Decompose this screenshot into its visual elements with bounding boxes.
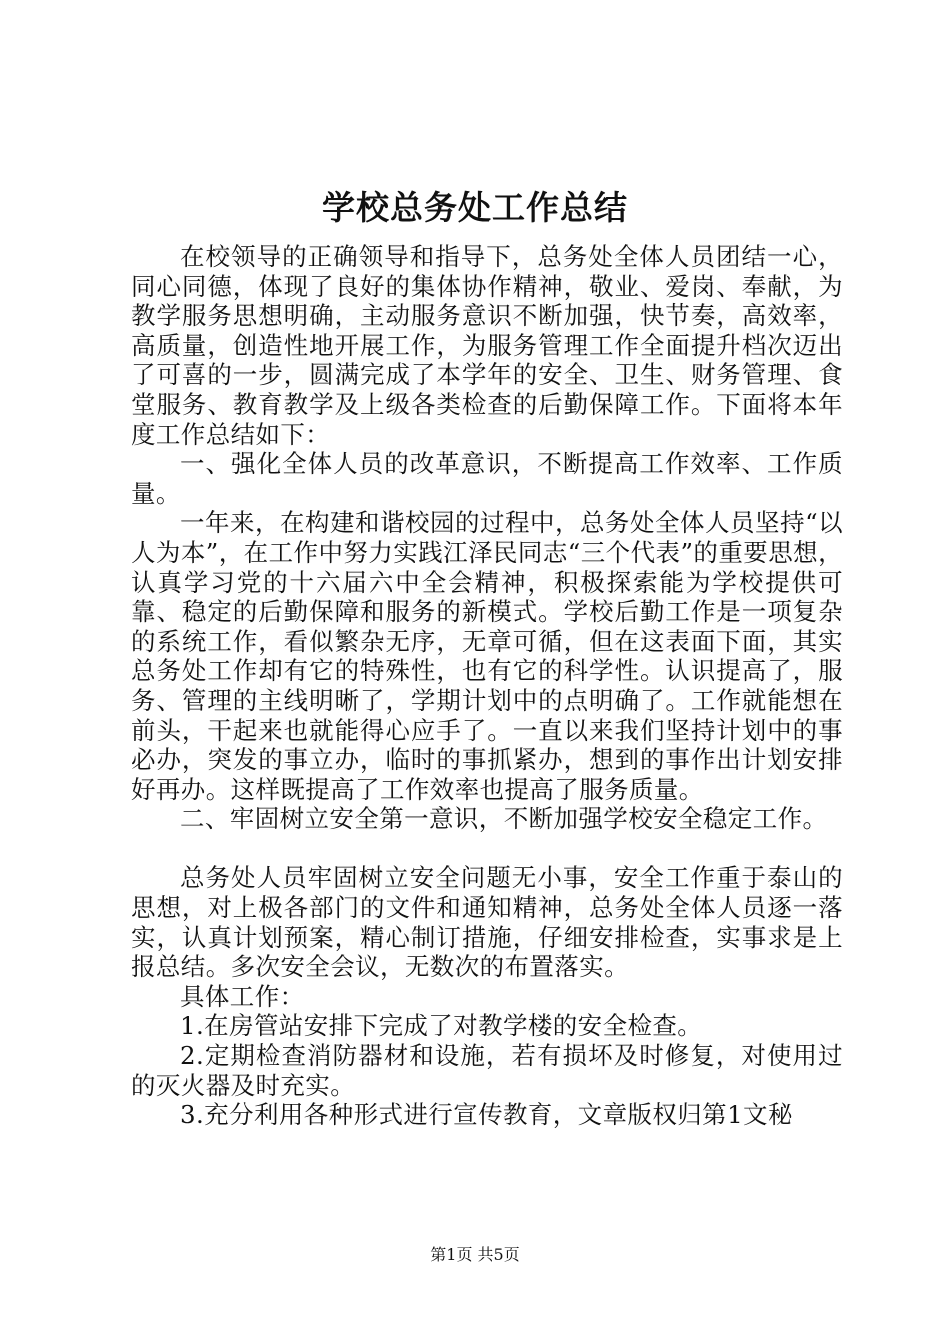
document-title: 学校总务处工作总结: [322, 188, 628, 227]
list-item: 3.充分利用各种形式进行宣传教育，文章版权归第1文秘: [180, 1100, 793, 1130]
paragraph-section-2: 总务处人员牢固树立安全问题无小事，安全工作重于泰山的思想，对上极各部门的文件和通知精神，总务处全体人员逐一落实，认真计划预案，精心制订措施，仔细安排检查，实事求是上报总结。多次安全会议，无数次的布置落实。: [131, 863, 843, 982]
page-footer: 第1页 共5页: [430, 1245, 520, 1264]
document-body: [131, 242, 843, 1130]
list-item: 2.定期检查消防器材和设施，若有损坏及时修复，对使用过的灭火器及时充实。: [131, 1041, 843, 1100]
list-item: 1.在房管站安排下完成了对教学楼的安全检查。: [180, 1011, 703, 1041]
specific-work-label: 具体工作：: [180, 981, 305, 1011]
paragraph-section-1: 一年来，在构建和谐校园的过程中，总务处全体人员坚持“以人为本”，在工作中努力实践江泽民同志“三个代表”的重要思想，认真学习党的十六届六中全会精神，积极探索能为学校提供可靠、稳定的后勤保障和服务的新模式。学校后勤工作是一项复杂的系统工作，看似繁杂无序，无章可循，但在这表面下面，其实总务处工作却有它的特殊性，也有它的科学性。认识提高了，服务、管理的主线明晰了，学期计划中的点明确了。工作就能想在前头，干起来也就能得心应手了。一直以来我们坚持计划中的事必办，突发的事立办，临时的事抓紧办，想到的事作出计划安排好再办。这样既提高了工作效率也提高了服务质量。: [131, 508, 843, 804]
section-heading-1: 一、强化全体人员的改革意识，不断提高工作效率、工作质量。: [131, 449, 843, 508]
section-heading-2: 二、牢固树立安全第一意识，不断加强学校安全稳定工作。: [180, 804, 828, 834]
paragraph-intro: 在校领导的正确领导和指导下，总务处全体人员团结一心，同心同德，体现了良好的集体协作精神，敬业、爱岗、奉献，为教学服务思想明确，主动服务意识不断加强，快节奏，高效率，高质量，创造性地开展工作，为服务管理工作全面提升档次迈出了可喜的一步，圆满完成了本学年的安全、卫生、财务管理、食堂服务、教育教学及上级各类检查的后勤保障工作。下面将本年度工作总结如下：: [131, 242, 843, 449]
